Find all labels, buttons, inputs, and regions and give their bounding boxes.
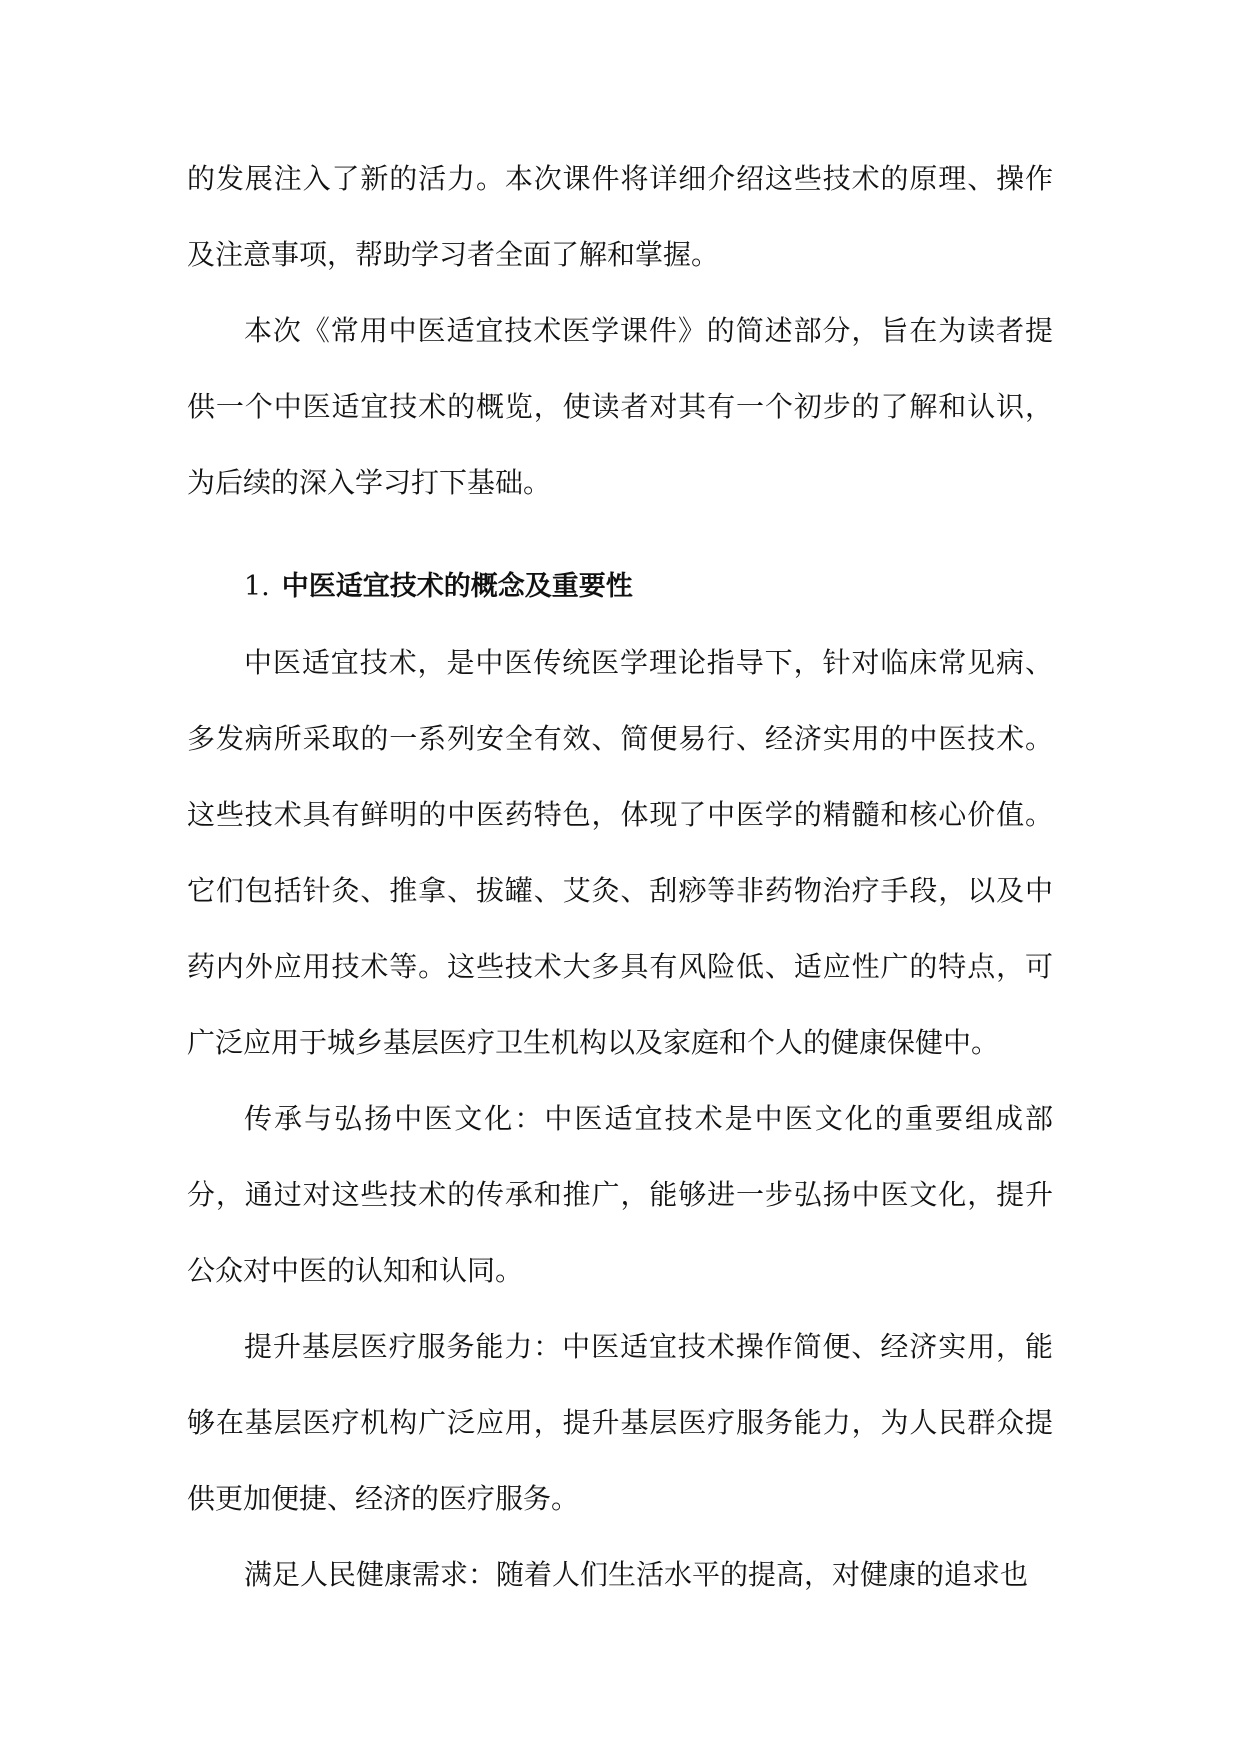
section-number: 1. <box>244 571 270 602</box>
paragraph-definition: 中医适宜技术，是中医传统医学理论指导下，针对临床常见病、多发病所采取的一系列安全有效、简便易行、经济实用的中医技术。这些技术具有鲜明的中医药特色，体现了中医学的精髓和核心价值。它们包括针灸、推拿、拔罐、艾灸、刮痧等非药物治疗手段，以及中药内外应用技术等。这些技术大多具有风险低、适应性广的特点，可广泛应用于城乡基层医疗卫生机构以及家庭和个人的健康保健中。 <box>187 646 1053 1059</box>
paragraph-overview: 本次《常用中医适宜技术医学课件》的简述部分，旨在为读者提供一个中医适宜技术的概览，使读者对其有一个初步的了解和认识，为后续的深入学习打下基础。 <box>187 314 1053 499</box>
paragraph-primary-care: 提升基层医疗服务能力：中医适宜技术操作简便、经济实用，能够在基层医疗机构广泛应用，提升基层医疗服务能力，为人民群众提供更加便捷、经济的医疗服务。 <box>187 1330 1053 1515</box>
section-heading <box>187 549 1053 625</box>
paragraph-health-needs: 满足人民健康需求：随着人们生活水平的提高，对健康的追求也 <box>244 1558 1029 1591</box>
section-title: 中医适宜技术的概念及重要性 <box>281 571 633 602</box>
paragraph-intro-continued: 的发展注入了新的活力。本次课件将详细介绍这些技术的原理、操作及注意事项，帮助学习者全面了解和掌握。 <box>187 162 1053 271</box>
document-body <box>187 141 1053 1613</box>
paragraph-culture: 传承与弘扬中医文化：中医适宜技术是中医文化的重要组成部分，通过对这些技术的传承和推广，能够进一步弘扬中医文化，提升公众对中医的认知和认同。 <box>187 1102 1053 1287</box>
